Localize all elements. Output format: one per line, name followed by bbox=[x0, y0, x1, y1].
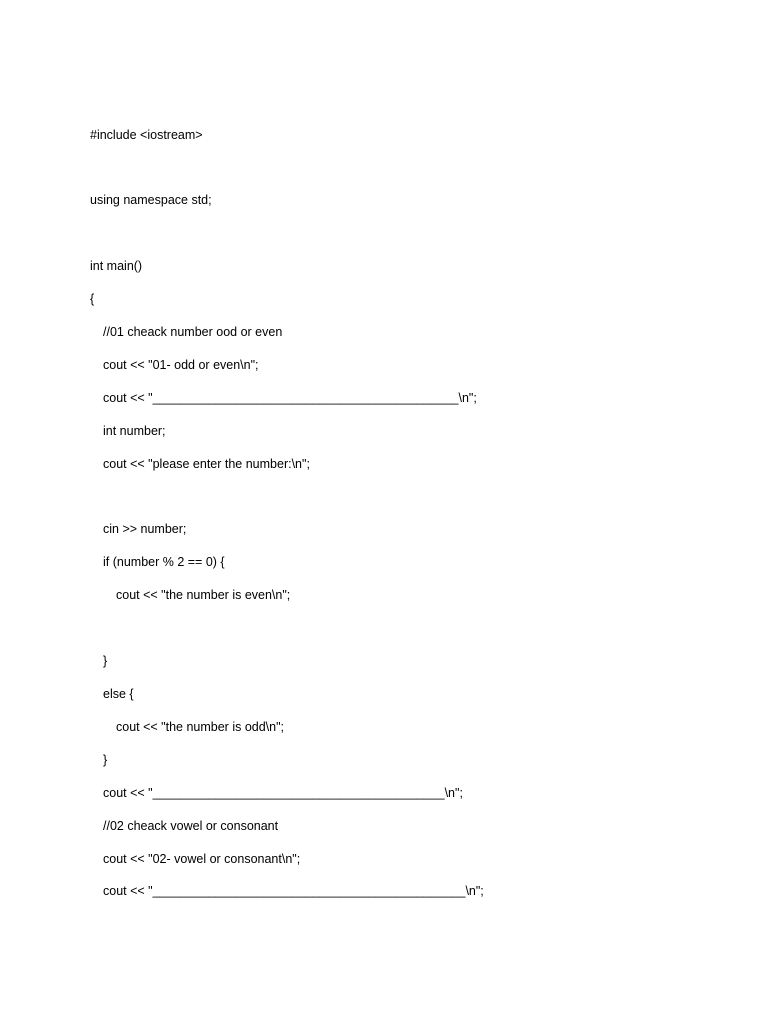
code-line: { bbox=[90, 292, 95, 306]
code-line: if (number % 2 == 0) { bbox=[103, 555, 225, 569]
code-line: cout << "01- odd or even\n"; bbox=[103, 358, 259, 372]
code-line: cout << "the number is even\n"; bbox=[116, 588, 291, 602]
code-line: cout << "02- vowel or consonant\n"; bbox=[103, 852, 301, 866]
code-line: } bbox=[103, 654, 108, 668]
code-line: cout << "__________________________________________\n"; bbox=[103, 786, 463, 800]
code-line: cin >> number; bbox=[103, 522, 187, 536]
code-line: int main() bbox=[90, 259, 143, 273]
code-line: cout << "the number is odd\n"; bbox=[116, 720, 285, 734]
code-line: //01 cheack number ood or even bbox=[103, 325, 283, 339]
code-line: cout << "please enter the number:\n"; bbox=[103, 457, 310, 471]
code-line: int number; bbox=[103, 424, 166, 438]
code-line: } bbox=[103, 753, 108, 767]
code-line: using namespace std; bbox=[90, 193, 212, 207]
code-line: cout << "_____________________________________________\n"; bbox=[103, 884, 484, 898]
code-line: #include <iostream> bbox=[90, 128, 203, 142]
code-line: cout << "____________________________________________\n"; bbox=[103, 391, 477, 405]
code-line: else { bbox=[103, 687, 134, 701]
code-line: //02 cheack vowel or consonant bbox=[103, 819, 279, 833]
